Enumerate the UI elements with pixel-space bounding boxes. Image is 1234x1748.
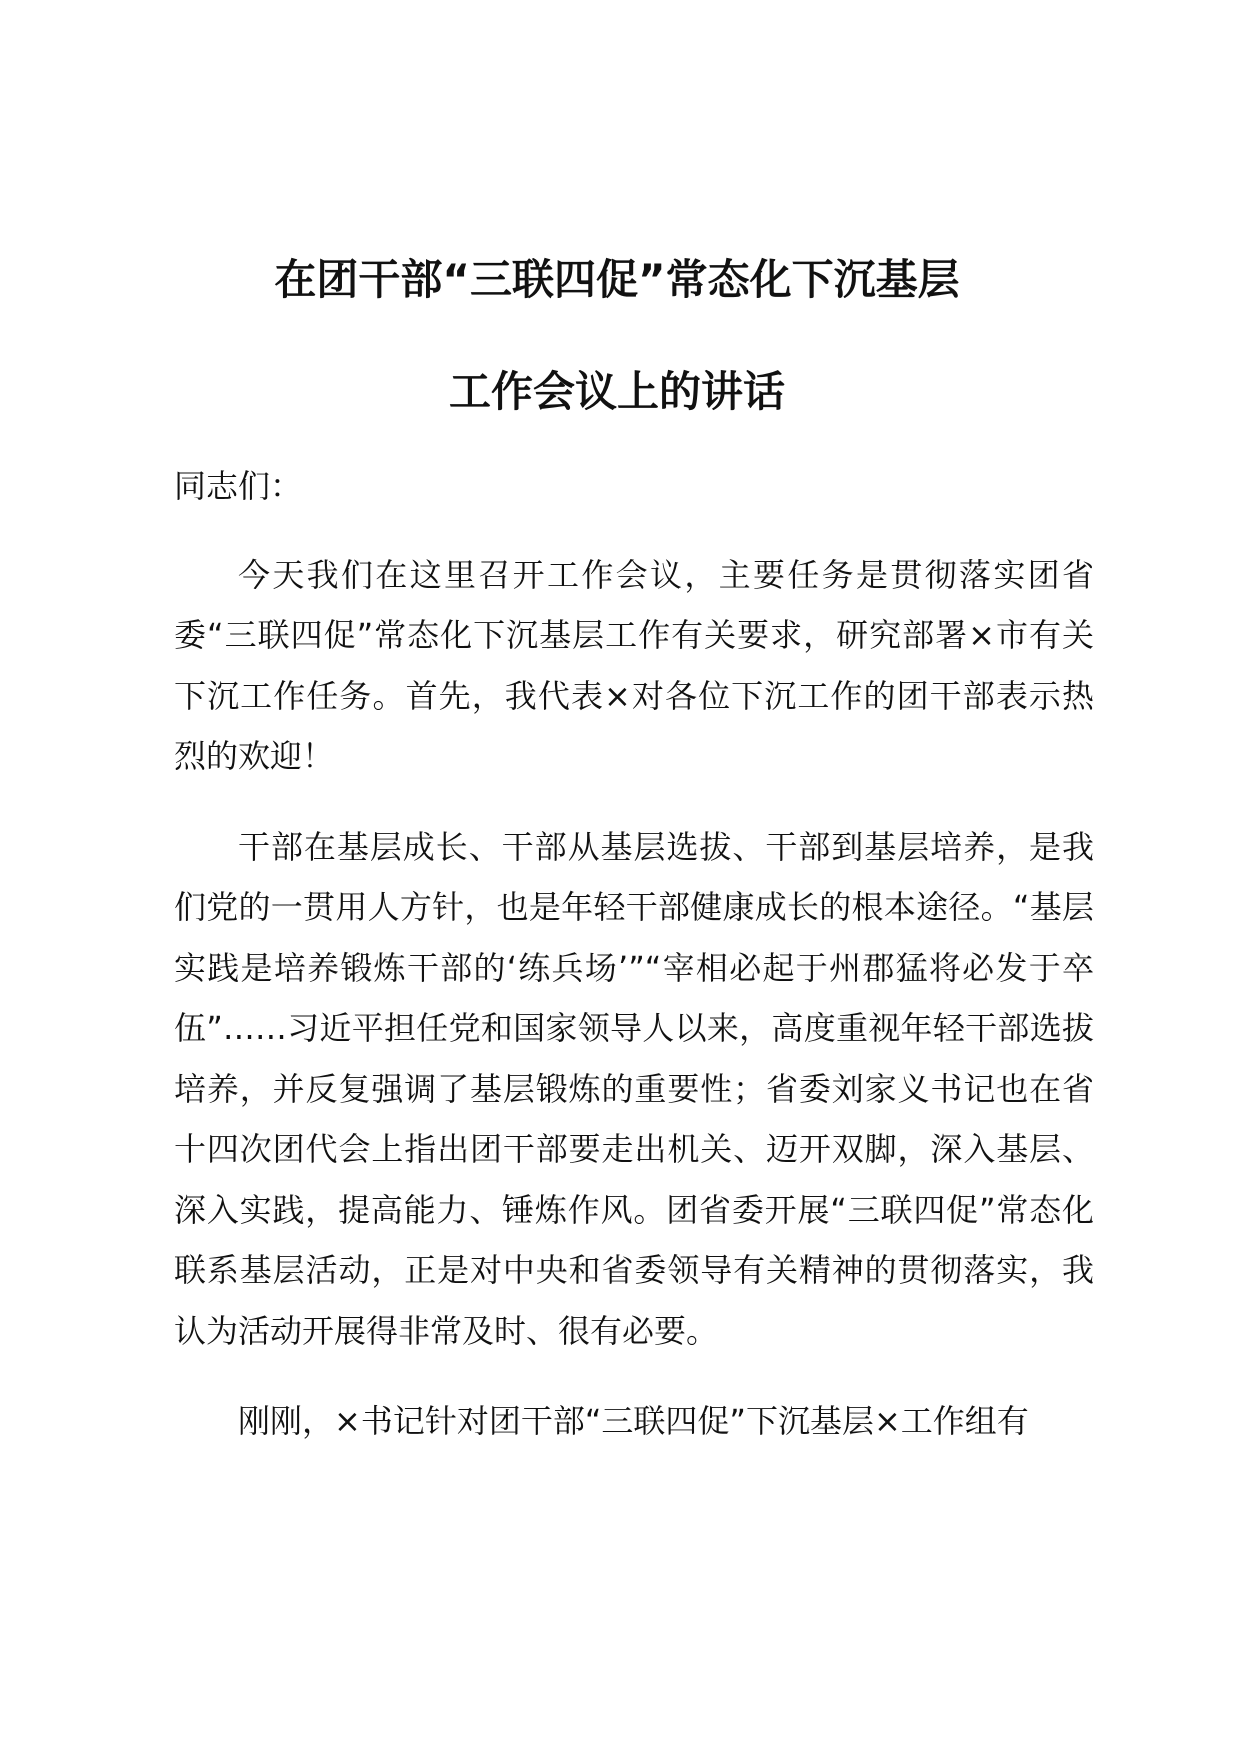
paragraph-2: 干部在基层成长、干部从基层选拔、干部到基层培养，是我们党的一贯用人方针，也是年轻干部健康成长的根本途径。“基层实践是培养锻炼干部的‘练兵场’”“宰相必起于州郡猛将必发于卒伍”……习近平担任党和国家领导人以来，高度重视年轻干部选拔培养，并反复强调了基层锻炼的重要性；省委刘家义书记也在省十四次团代会上指出团干部要走出机关、迈开双脚，深入基层、深入实践，提高能力、锤炼作风。团省委开展“三联四促”常态化联系基层活动，正是对中央和省委领导有关精神的贯彻落实，我认为活动开展得非常及时、很有必要。 bbox=[174, 827, 1094, 1350]
document-body bbox=[174, 456, 1094, 1482]
paragraph-1: 今天我们在这里召开工作会议，主要任务是贯彻落实团省委“三联四促”常态化下沉基层工作有关要求，研究部署×市有关下沉工作任务。首先，我代表×对各位下沉工作的团干部表示热烈的欢迎！ bbox=[174, 555, 1094, 775]
salutation: 同志们： bbox=[174, 467, 303, 505]
title-line-1: 在团干部“三联四促”常态化下沉基层 bbox=[274, 255, 960, 304]
paragraph-3: 刚刚，×书记针对团干部“三联四促”下沉基层×工作组有 bbox=[238, 1402, 1029, 1440]
title-line-2: 工作会议上的讲话 bbox=[448, 367, 785, 416]
